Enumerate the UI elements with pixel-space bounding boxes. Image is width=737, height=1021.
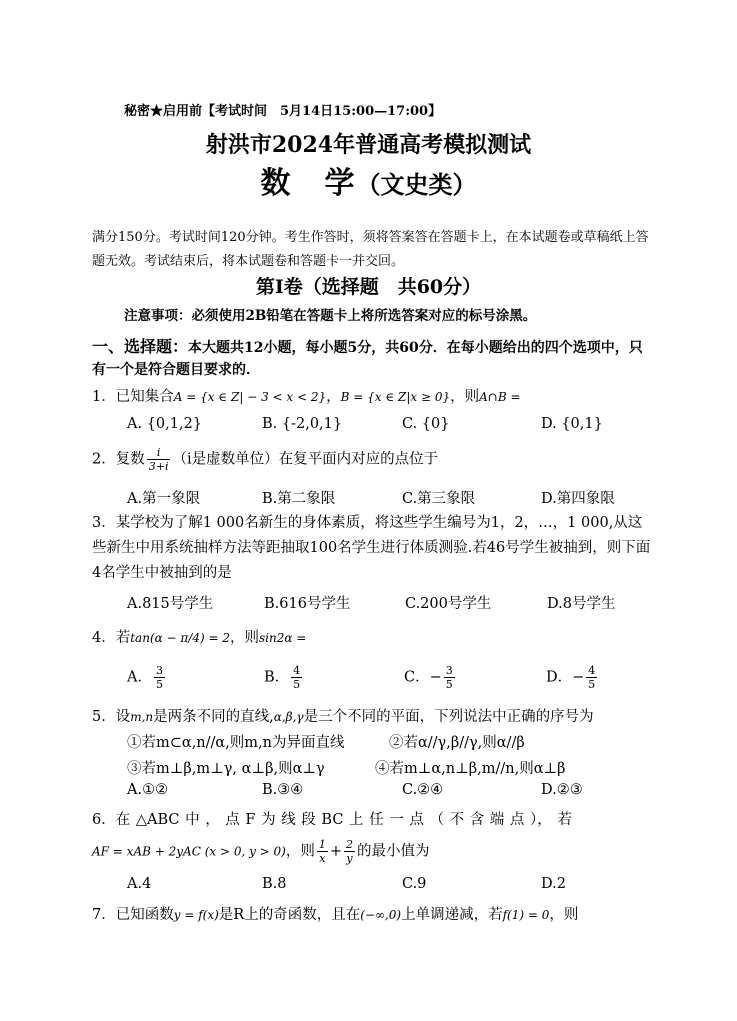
q1-option-b: B. {-2,0,1} xyxy=(262,416,343,432)
subject-type: （文史类） xyxy=(356,170,477,199)
question-7: 7．已知函数y = f(x)是R上的奇函数，且在(−∞,0)上单调递减，若f(1) = 0，则 xyxy=(92,907,579,923)
q3-option-d: D.8号学生 xyxy=(547,596,616,612)
q3-option-b: B.616号学生 xyxy=(264,596,351,612)
section-title: 第Ⅰ卷（选择题 共60分） xyxy=(255,276,482,298)
q1-set-b: B = {x ∈ Z|x ≥ 0} xyxy=(340,390,451,404)
q2-option-b: B.第二象限 xyxy=(262,491,336,507)
q4-stem: 4．若 xyxy=(92,630,131,646)
q4-option-c: C．− $\frac{3}{5}$ xyxy=(404,664,453,691)
q1-set-a: A = {x ∈ Z| − 3 < x < 2} xyxy=(173,390,327,404)
q1-stem: 1．已知集合 xyxy=(92,389,174,405)
part-label: 一、选择题： xyxy=(92,337,189,356)
q5-statement-1: ①若m⊂α,n//α,则m,n为异面直线 xyxy=(127,735,345,751)
q6-option-a: A.4 xyxy=(127,876,152,892)
part-instructions xyxy=(92,336,652,381)
q5-statement-3: ③若m⊥β,m⊥γ, α⊥β,则α⊥γ xyxy=(127,761,325,777)
question-6: 6．在 △ABC 中 ， 点 F 为 线 段 BC 上 任 一 点 （ 不 含 端 点 ）， 若 xyxy=(92,812,572,828)
q4-expr: tan(α − π/4) = 2 xyxy=(130,631,230,645)
exam-title: 射洪市2024年普通高考模拟测试 xyxy=(205,132,532,158)
subject-title xyxy=(0,158,737,202)
question-3: 3．某学校为了解1 000名新生的身体素质，将这些学生编号为1，2，…，1 000,从这些新生中用系统抽样方法等距抽取100名学生进行体质测验.若46号学生被抽到，则下面4名学生中被抽到的是 xyxy=(92,515,651,581)
part-text: 本大题共12小题，每小题5分，共60分．在每小题给出的四个选项中，只有一个是符合题目要求的． xyxy=(92,340,643,378)
q6-condition: AF = xAB + 2yAC (x > 0, y > 0)，则 $\frac{1}{x}$ + $\frac{2}{y}$ 的最小值为 xyxy=(92,838,430,865)
q2-option-d: D.第四象限 xyxy=(541,491,615,507)
q4-c-fraction: $\frac{3}{5}$ xyxy=(445,664,453,691)
q6-frac-2: $\frac{2}{y}$ xyxy=(346,838,354,865)
exam-notice: 满分150分。考试时间120分钟。考生作答时，须将答案答在答题卡上，在本试题卷或草稿纸上答题无效。考试结束后，将本试题卷和答题卡一并交回。 xyxy=(92,230,649,269)
question-5: 5．设m,n是两条不同的直线,α,β,γ是三个不同的平面，下列说法中正确的序号为 xyxy=(92,709,594,725)
question-4: 4．若tan(α − π/4) = 2，则sin2α = xyxy=(92,630,307,646)
q5-statement-4: ④若m⊥α,n⊥β,m//n,则α⊥β xyxy=(375,761,566,777)
question-1: 1．已知集合A = {x ∈ Z| − 3 < x < 2}，B = {x ∈ Z|x ≥ 0}，则A∩B = xyxy=(92,389,521,405)
q5-option-d: D.②③ xyxy=(541,782,583,798)
q4-option-a: A． $\frac{3}{5}$ xyxy=(127,664,163,691)
q5-option-a: A.①② xyxy=(127,782,169,798)
q6-option-d: D.2 xyxy=(541,876,566,892)
exam-meta: 秘密★启用前【考试时间 5月14日15:00—17:00】 xyxy=(124,104,442,119)
subject-name: 数 学 xyxy=(260,166,357,201)
q4-d-fraction: $\frac{4}{5}$ xyxy=(588,664,596,691)
q4-option-d: D．− $\frac{4}{5}$ xyxy=(546,664,596,691)
q2-option-c: C.第三象限 xyxy=(402,491,476,507)
q4-a-fraction: $\frac{3}{5}$ xyxy=(155,664,163,691)
q4-tail: sin2α = xyxy=(258,631,307,645)
q5-statement-2: ②若α//γ,β//γ,则α//β xyxy=(389,735,525,751)
q1-tail: A∩B = xyxy=(479,390,521,404)
q3-option-c: C.200号学生 xyxy=(405,596,492,612)
question-2 xyxy=(92,446,438,473)
q4-option-b: B． $\frac{4}{5}$ xyxy=(264,664,301,691)
q2-stem-post: （i是虚数单位）在复平面内对应的点位于 xyxy=(172,451,439,468)
q1-option-d: D. {0,1} xyxy=(541,416,603,432)
q2-fraction: $\frac{i}{3+i}$ xyxy=(148,446,169,473)
q1-option-c: C. {0} xyxy=(402,416,450,432)
q6-option-c: C.9 xyxy=(402,876,427,892)
q2-option-a: A.第一象限 xyxy=(127,491,201,507)
q6-option-b: B.8 xyxy=(262,876,287,892)
q3-option-a: A.815号学生 xyxy=(127,596,214,612)
q1-option-a: A. {0,1,2} xyxy=(127,416,203,432)
q5-option-b: B.③④ xyxy=(262,782,304,798)
attention-note: 注意事项：必须使用2B铅笔在答题卡上将所选答案对应的标号涂黑。 xyxy=(124,308,537,324)
q6-vector-eq: AF = xAB + 2yAC (x > 0, y > 0) xyxy=(92,844,286,859)
q2-stem: 2．复数 xyxy=(92,451,145,468)
q5-option-c: C.②④ xyxy=(402,782,444,798)
q6-frac-1: $\frac{1}{x}$ xyxy=(318,838,326,865)
q4-b-fraction: $\frac{4}{5}$ xyxy=(293,664,301,691)
